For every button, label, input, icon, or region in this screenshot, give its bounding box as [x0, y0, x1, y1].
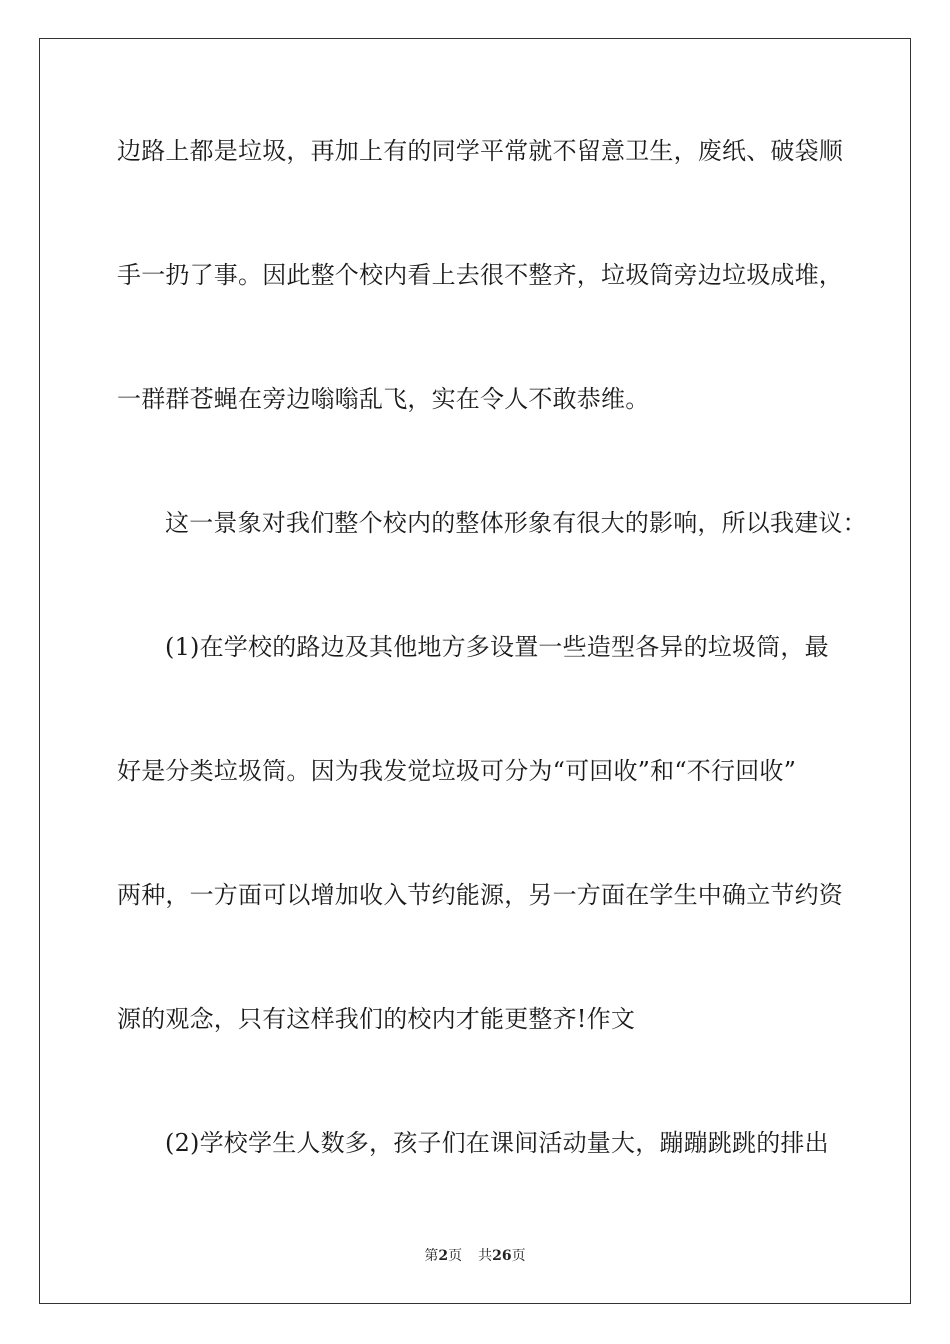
body-text-line-7: 两种，一方面可以增加收入节约能源，另一方面在学生中确立节约资: [117, 881, 843, 909]
body-text-line-3: 一群群苍蝇在旁边嗡嗡乱飞，实在令人不敢恭维。: [117, 385, 650, 413]
body-text-line-6: 好是分类垃圾筒。因为我发觉垃圾可分为“可回收”和“不行回收”: [117, 757, 797, 785]
body-text-line-9: (2)学校学生人数多，孩子们在课间活动量大，蹦蹦跳跳的排出: [165, 1129, 829, 1157]
page-number: 第2页: [424, 1248, 463, 1264]
body-text-line-4: 这一景象对我们整个校内的整体形象有很大的影响，所以我建议：: [165, 509, 867, 537]
page-footer: [0, 1247, 950, 1265]
body-text-line-5: (1)在学校的路边及其他地方多设置一些造型各异的垃圾筒，最: [165, 633, 829, 661]
body-text-line-8: 源的观念，只有这样我们的校内才能更整齐!作文: [117, 1005, 636, 1033]
body-text-line-2: 手一扔了事。因此整个校内看上去很不整齐，垃圾筒旁边垃圾成堆，: [117, 261, 843, 289]
total-pages: 共26页: [478, 1248, 526, 1264]
page-border: [39, 38, 911, 1304]
body-text-line-1: 边路上都是垃圾，再加上有的同学平常就不留意卫生，废纸、破袋顺: [117, 137, 843, 165]
